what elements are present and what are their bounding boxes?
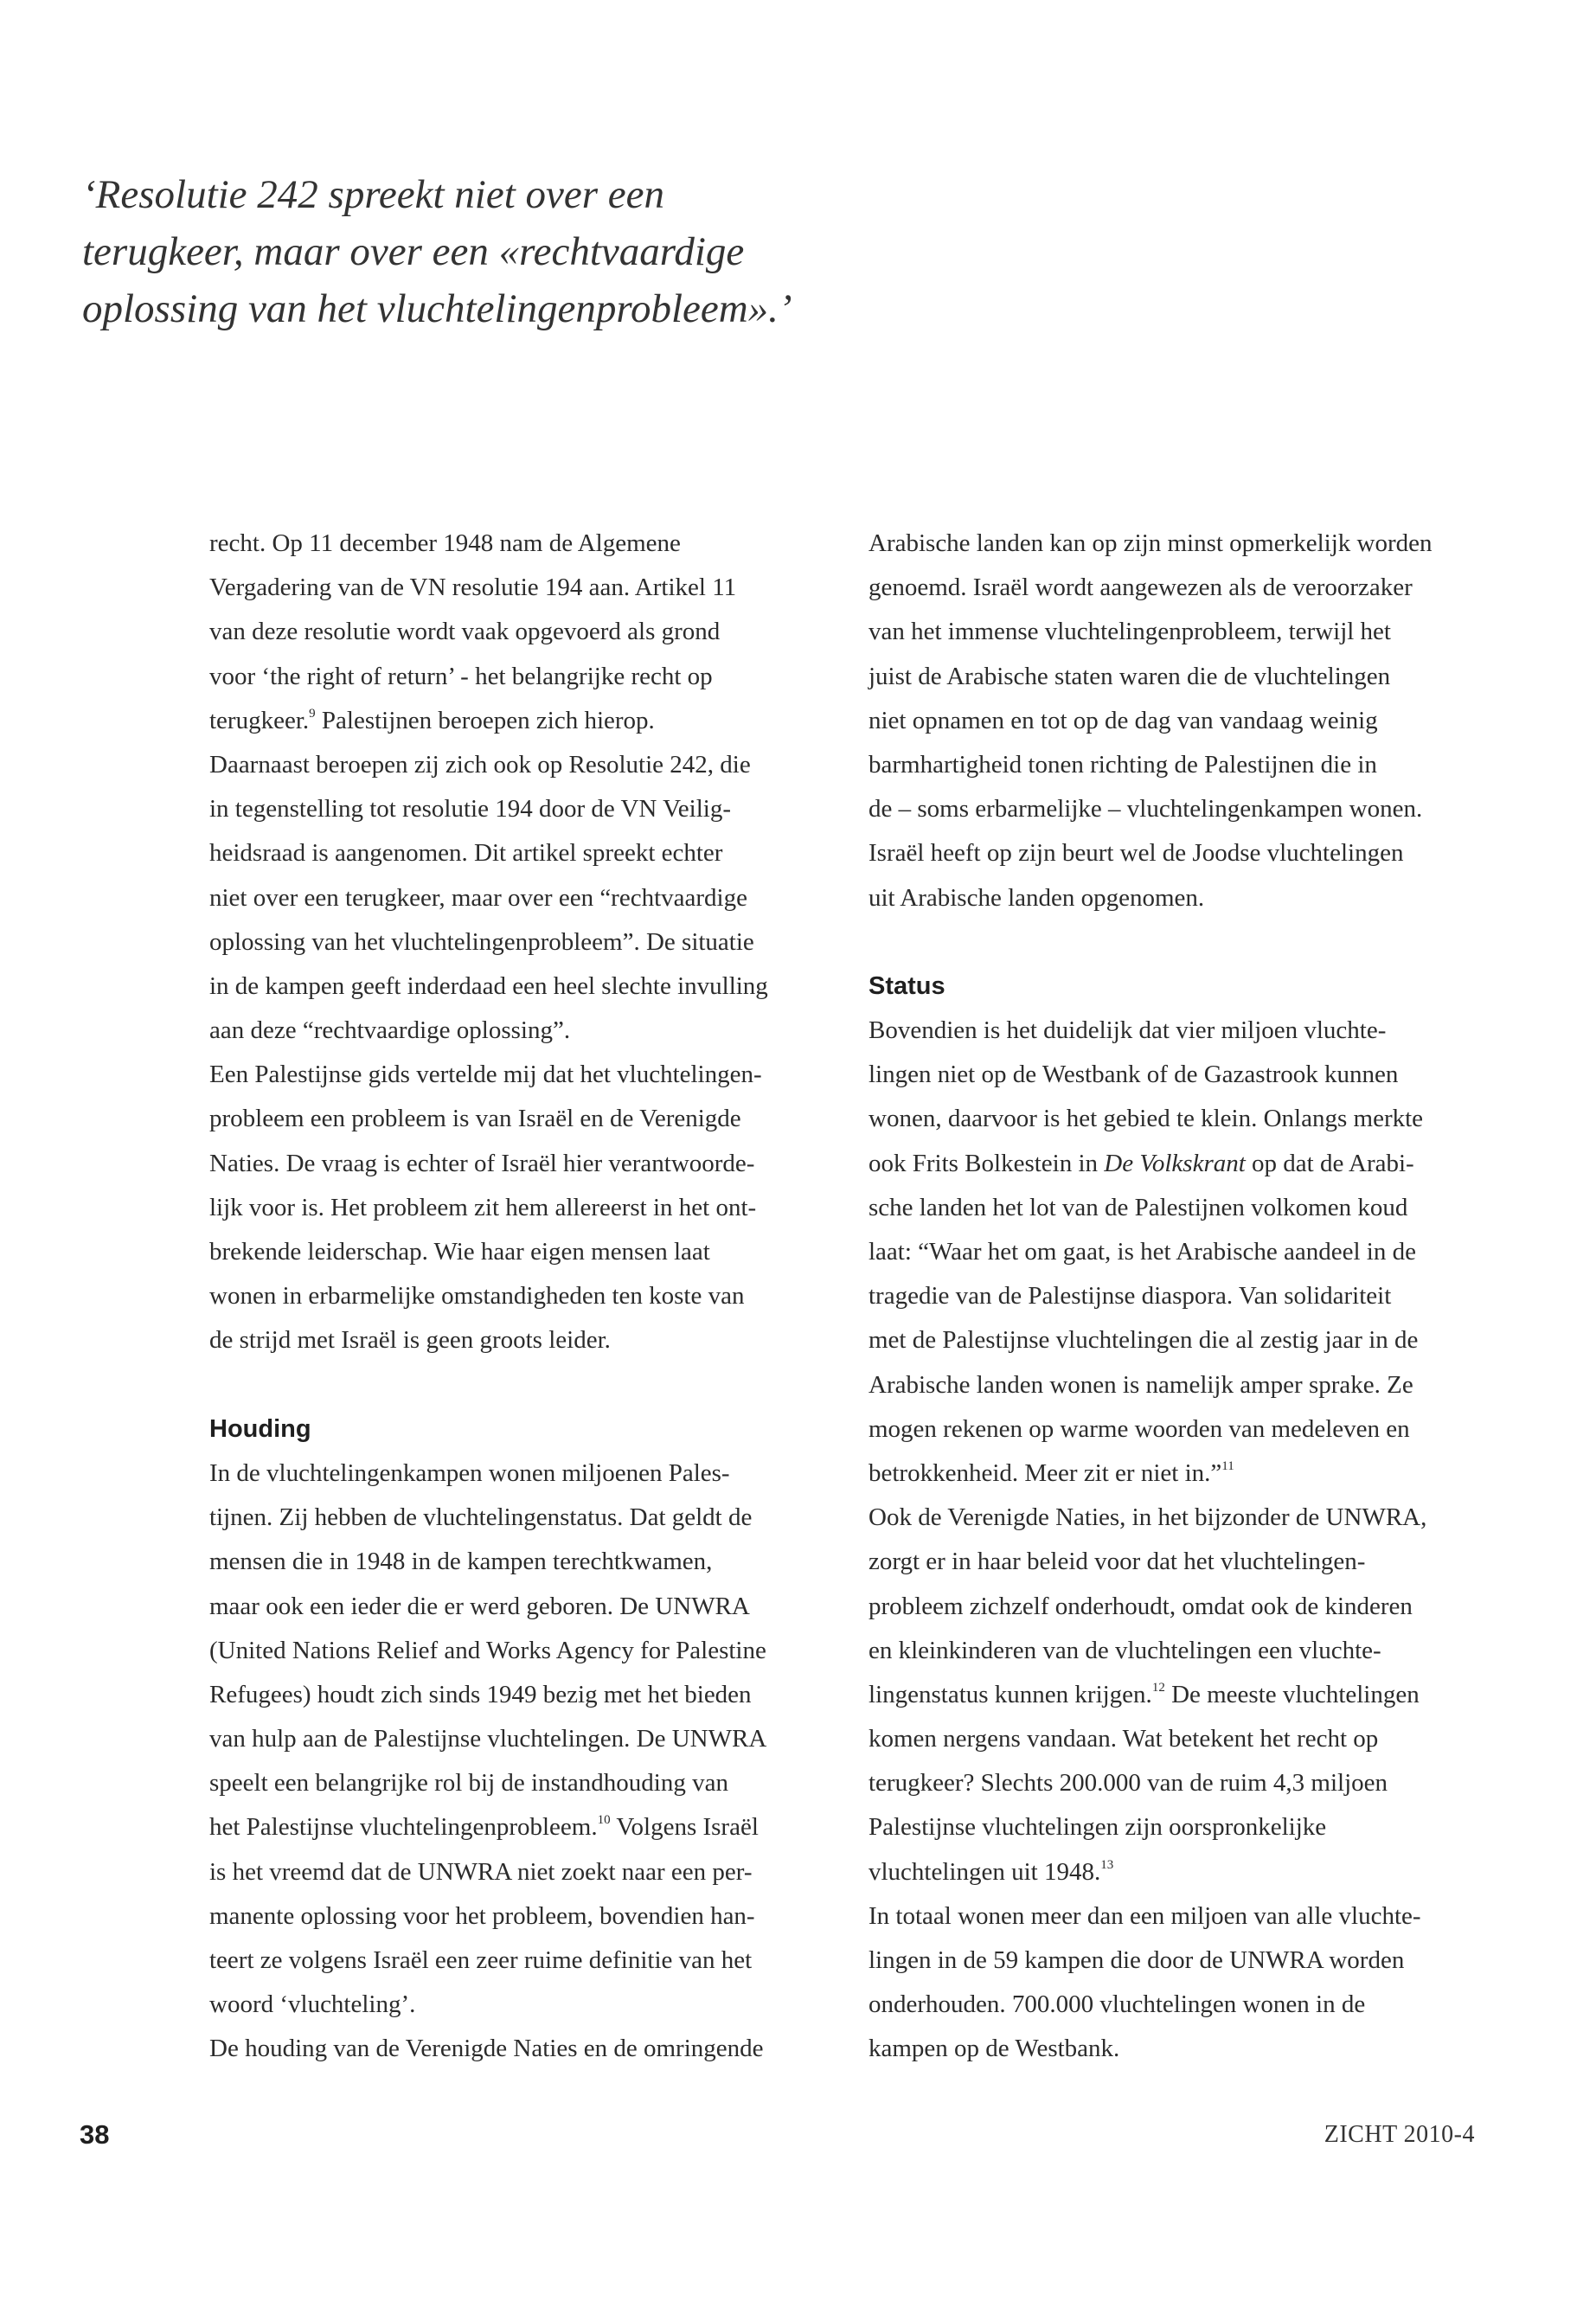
text-line: Een Palestijnse gids vertelde mij dat het vluchtelingen- xyxy=(209,1061,762,1089)
text-line: manente oplossing voor het probleem, bovendien han- xyxy=(209,1901,755,1930)
text-line: barmhartigheid tonen richting de Palestijnen die in xyxy=(869,750,1377,779)
text-run: vluchtelingen uit 1948. xyxy=(869,1857,1101,1886)
pull-quote-line: oplossing van het vluchtelingenprobleem».’ xyxy=(82,286,792,331)
text-run: terugkeer. xyxy=(209,706,310,734)
text-line: laat: “Waar het om gaat, is het Arabische aandeel in de xyxy=(869,1238,1416,1266)
text-line: lingen niet op de Westbank of de Gazastrook kunnen xyxy=(869,1061,1399,1089)
text-line: maar ook een ieder die er werd geboren. De UNWRA xyxy=(209,1592,750,1620)
left-column xyxy=(209,522,815,2072)
text-line: voor ‘the right of return’ - het belangrijke recht op xyxy=(209,662,713,690)
text-line: Israël heeft op zijn beurt wel de Joodse vluchtelingen xyxy=(869,839,1404,868)
text-line: heidsraad is aangenomen. Dit artikel spreekt echter xyxy=(209,839,723,868)
journal-issue: ZICHT 2010-4 xyxy=(1324,2121,1475,2148)
text-line: teert ze volgens Israël een zeer ruime definitie van het xyxy=(209,1946,753,1974)
footnote-ref-9[interactable]: 9 xyxy=(309,706,316,721)
right-column xyxy=(869,522,1474,2072)
pull-quote-line: ‘Resolutie 242 spreekt niet over een xyxy=(82,172,664,217)
text-line: van het immense vluchtelingenprobleem, terwijl het xyxy=(869,618,1391,646)
text-line: Daarnaast beroepen zij zich ook op Resolutie 242, die xyxy=(209,750,751,779)
text-line: in tegenstelling tot resolutie 194 door de VN Veilig- xyxy=(209,795,732,824)
text-line: Refugees) houdt zich sinds 1949 bezig met het bieden xyxy=(209,1680,752,1708)
text-line: sche landen het lot van de Palestijnen volkomen koud xyxy=(869,1193,1408,1221)
text-line: lijk voor is. Het probleem zit hem allereerst in het ont- xyxy=(209,1193,757,1221)
publication-title: De Volkskrant xyxy=(1104,1149,1246,1177)
text-line: Palestijnse vluchtelingen zijn oorspronkelijke xyxy=(869,1813,1327,1842)
text-line: mogen rekenen op warme woorden van medeleven en xyxy=(869,1414,1410,1443)
text-run: ook Frits Bolkestein in xyxy=(869,1149,1105,1177)
text-line: is het vreemd dat de UNWRA niet zoekt naar een per- xyxy=(209,1857,753,1886)
text-line: wonen, daarvoor is het gebied te klein. Onlangs merkte xyxy=(869,1105,1424,1133)
text-line: In de vluchtelingenkampen wonen miljoenen Pales- xyxy=(209,1458,730,1487)
text-run: betrokkenheid. Meer zit er niet in.” xyxy=(869,1458,1222,1487)
text-line: genoemd. Israël wordt aangewezen als de veroorzaker xyxy=(869,574,1413,602)
text-line: wonen in erbarmelijke omstandigheden ten koste van xyxy=(209,1282,745,1311)
text-line xyxy=(869,1452,1474,1496)
text-run: Palestijnen beroepen zich hierop. xyxy=(315,706,655,734)
section-heading-houding: Houding xyxy=(209,1414,311,1443)
text-line: Vergadering van de VN resolutie 194 aan. Artikel 11 xyxy=(209,574,737,602)
text-line xyxy=(209,1805,815,1849)
text-line: recht. Op 11 december 1948 nam de Algemene xyxy=(209,529,681,557)
text-line: probleem zichzelf onderhoudt, omdat ook de kinderen xyxy=(869,1592,1413,1620)
text-line: woord ‘vluchteling’. xyxy=(209,1990,416,2019)
text-line: niet over een terugkeer, maar over een “rechtvaardige xyxy=(209,883,747,912)
text-line: oplossing van het vluchtelingenprobleem”. De situatie xyxy=(209,927,754,956)
text-line: in de kampen geeft inderdaad een heel slechte invulling xyxy=(209,971,768,1000)
text-line: Arabische landen kan op zijn minst opmerkelijk worden xyxy=(869,529,1433,557)
text-line: Naties. De vraag is echter of Israël hier verantwoorde- xyxy=(209,1149,755,1177)
text-run: Volgens Israël xyxy=(610,1813,759,1842)
text-line xyxy=(869,1673,1474,1717)
text-line: uit Arabische landen opgenomen. xyxy=(869,883,1205,912)
text-line: tijnen. Zij hebben de vluchtelingenstatus. Dat geldt de xyxy=(209,1503,753,1532)
text-line: Ook de Verenigde Naties, in het bijzonder de UNWRA, xyxy=(869,1503,1427,1532)
pull-quote xyxy=(82,166,947,337)
text-run: De meeste vluchtelingen xyxy=(1164,1680,1420,1708)
text-line: Arabische landen wonen is namelijk amper sprake. Ze xyxy=(869,1370,1413,1399)
text-line: kampen op de Westbank. xyxy=(869,2035,1120,2063)
text-line: onderhouden. 700.000 vluchtelingen wonen in de xyxy=(869,1990,1366,2019)
text-line: van hulp aan de Palestijnse vluchtelingen. De UNWRA xyxy=(209,1725,767,1753)
text-line: aan deze “rechtvaardige oplossing”. xyxy=(209,1016,571,1045)
text-line xyxy=(209,699,815,743)
text-line: tragedie van de Palestijnse diaspora. Van solidariteit xyxy=(869,1282,1392,1311)
text-line: van deze resolutie wordt vaak opgevoerd als grond xyxy=(209,618,721,646)
text-line: komen nergens vandaan. Wat betekent het recht op xyxy=(869,1725,1379,1753)
text-line: De houding van de Verenigde Naties en de omringende xyxy=(209,2035,764,2063)
text-line: In totaal wonen meer dan een miljoen van alle vluchte- xyxy=(869,1901,1421,1930)
text-line: brekende leiderschap. Wie haar eigen mensen laat xyxy=(209,1238,710,1266)
footnote-ref-12[interactable]: 12 xyxy=(1151,1680,1165,1695)
text-line: Bovendien is het duidelijk dat vier miljoen vluchte- xyxy=(869,1016,1387,1045)
paragraph-gap xyxy=(209,1363,815,1407)
text-line xyxy=(869,1142,1474,1186)
text-line: speelt een belangrijke rol bij de instandhouding van xyxy=(209,1769,728,1798)
footnote-ref-10[interactable]: 10 xyxy=(597,1813,611,1828)
section-heading-status: Status xyxy=(869,971,945,1000)
text-line: en kleinkinderen van de vluchtelingen een vluchte- xyxy=(869,1636,1381,1664)
text-line: de strijd met Israël is geen groots leider. xyxy=(209,1326,611,1355)
page-number: 38 xyxy=(80,2119,110,2150)
text-line: terugkeer? Slechts 200.000 van de ruim 4,3 miljoen xyxy=(869,1769,1388,1798)
text-line: mensen die in 1948 in de kampen terechtkwamen, xyxy=(209,1548,713,1576)
text-run: lingenstatus kunnen krijgen. xyxy=(869,1680,1152,1708)
text-line: met de Palestijnse vluchtelingen die al zestig jaar in de xyxy=(869,1326,1419,1355)
text-line: de – soms erbarmelijke – vluchtelingenkampen wonen. xyxy=(869,795,1423,824)
text-run: op dat de Arabi- xyxy=(1245,1149,1414,1177)
text-line xyxy=(869,1850,1474,1894)
paragraph-gap xyxy=(869,920,1474,965)
text-line: juist de Arabische staten waren die de vluchtelingen xyxy=(869,662,1391,690)
text-line: niet opnamen en tot op de dag van vandaag weinig xyxy=(869,706,1378,734)
pull-quote-line: terugkeer, maar over een «rechtvaardige xyxy=(82,229,745,274)
text-line: zorgt er in haar beleid voor dat het vluchtelingen- xyxy=(869,1548,1366,1576)
text-line: probleem een probleem is van Israël en de Verenigde xyxy=(209,1105,741,1133)
footnote-ref-13[interactable]: 13 xyxy=(1100,1857,1114,1872)
text-line: lingen in de 59 kampen die door de UNWRA worden xyxy=(869,1946,1405,1974)
text-line: (United Nations Relief and Works Agency for Palestine xyxy=(209,1636,766,1664)
footnote-ref-11[interactable]: 11 xyxy=(1221,1458,1234,1473)
text-run: het Palestijnse vluchtelingenprobleem. xyxy=(209,1813,598,1842)
